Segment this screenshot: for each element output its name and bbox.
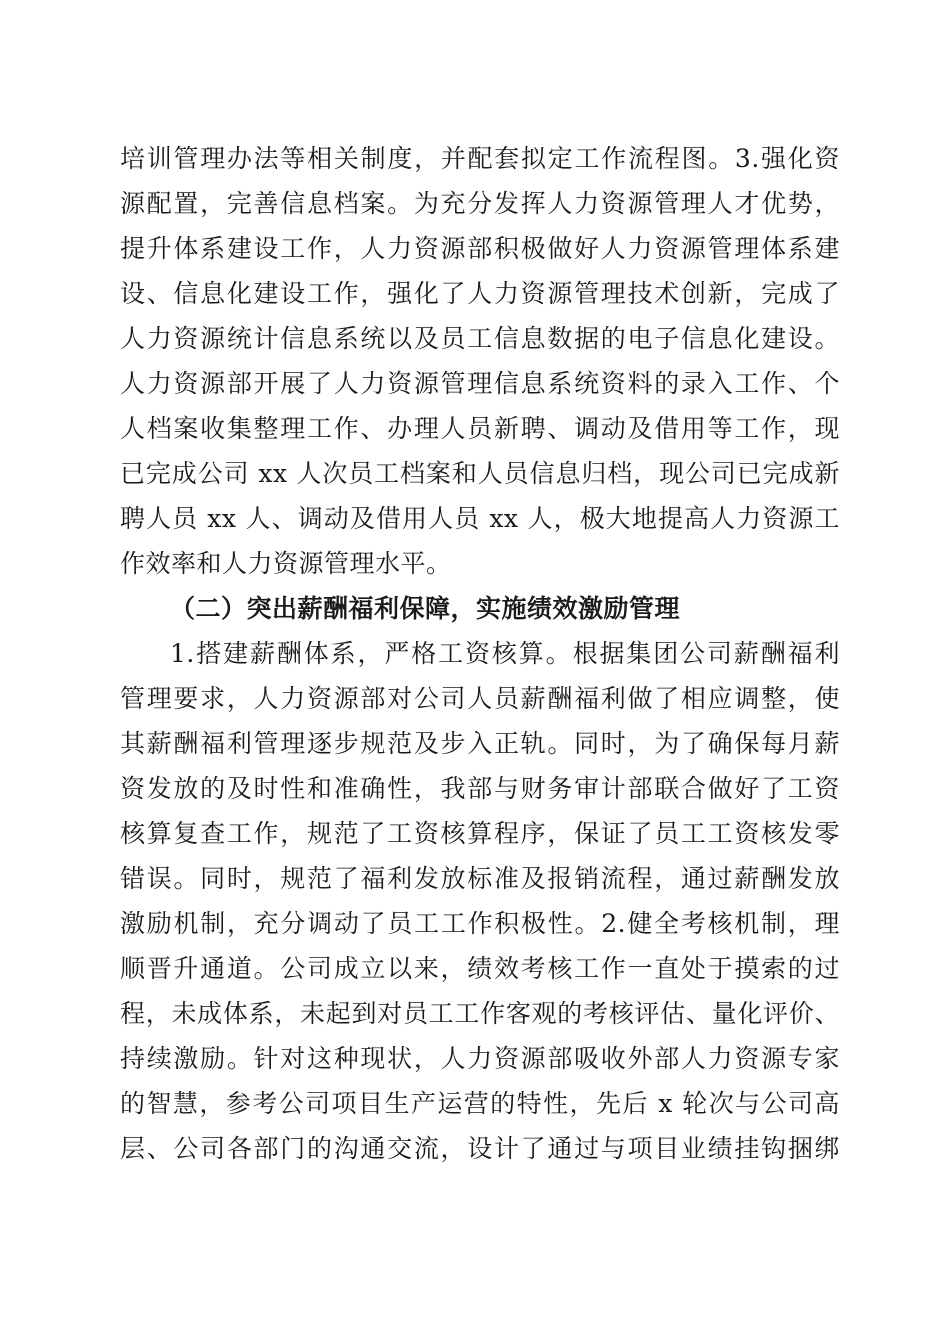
paragraph-1-line-9: 聘人员 xx 人、调动及借用人员 xx 人，极大地提高人力资源工 xyxy=(120,504,840,533)
paragraph-2-line-2: 管理要求，人力资源部对公司人员薪酬福利做了相应调整，使 xyxy=(120,684,840,713)
paragraph-1-line-4: 设、信息化建设工作，强化了人力资源管理技术创新，完成了 xyxy=(120,279,840,308)
paragraph-1-line-8: 已完成公司 xx 人次员工档案和人员信息归档，现公司已完成新 xyxy=(120,459,840,488)
paragraph-2-line-7: 激励机制，充分调动了员工工作积极性。2.健全考核机制，理 xyxy=(120,909,840,938)
paragraph-2-line-1: 1.搭建薪酬体系，严格工资核算。根据集团公司薪酬福利 xyxy=(170,639,840,668)
paragraph-2-line-3: 其薪酬福利管理逐步规范及步入正轨。同时，为了确保每月薪 xyxy=(120,729,840,758)
section-heading: （二）突出薪酬福利保障，实施绩效激励管理 xyxy=(170,594,681,623)
paragraph-1-line-1: 培训管理办法等相关制度，并配套拟定工作流程图。3.强化资 xyxy=(120,144,840,173)
paragraph-2-line-12: 层、公司各部门的沟通交流，设计了通过与项目业绩挂钩捆绑 xyxy=(120,1134,840,1163)
paragraph-2-line-8: 顺晋升通道。公司成立以来，绩效考核工作一直处于摸索的过 xyxy=(120,954,840,983)
paragraph-1-line-7: 人档案收集整理工作、办理人员新聘、调动及借用等工作，现 xyxy=(120,414,840,443)
paragraph-2-line-9: 程，未成体系，未起到对员工工作客观的考核评估、量化评价、 xyxy=(120,999,840,1028)
paragraph-1-line-3: 提升体系建设工作，人力资源部积极做好人力资源管理体系建 xyxy=(120,234,840,263)
paragraph-1-line-5: 人力资源统计信息系统以及员工信息数据的电子信息化建设。 xyxy=(120,324,840,353)
paragraph-1-line-2: 源配置，完善信息档案。为充分发挥人力资源管理人才优势， xyxy=(120,189,840,218)
paragraph-1-line-10: 作效率和人力资源管理水平。 xyxy=(120,549,452,578)
paragraph-1-line-6: 人力资源部开展了人力资源管理信息系统资料的录入工作、个 xyxy=(120,369,840,398)
paragraph-2-line-4: 资发放的及时性和准确性，我部与财务审计部联合做好了工资 xyxy=(120,774,840,803)
paragraph-2-line-5: 核算复查工作，规范了工资核算程序，保证了员工工资核发零 xyxy=(120,819,840,848)
paragraph-2-line-10: 持续激励。针对这种现状，人力资源部吸收外部人力资源专家 xyxy=(120,1044,840,1073)
paragraph-2-line-11: 的智慧，参考公司项目生产运营的特性，先后 x 轮次与公司高 xyxy=(120,1089,840,1118)
paragraph-2-line-6: 错误。同时，规范了福利发放标准及报销流程，通过薪酬发放 xyxy=(120,864,840,893)
